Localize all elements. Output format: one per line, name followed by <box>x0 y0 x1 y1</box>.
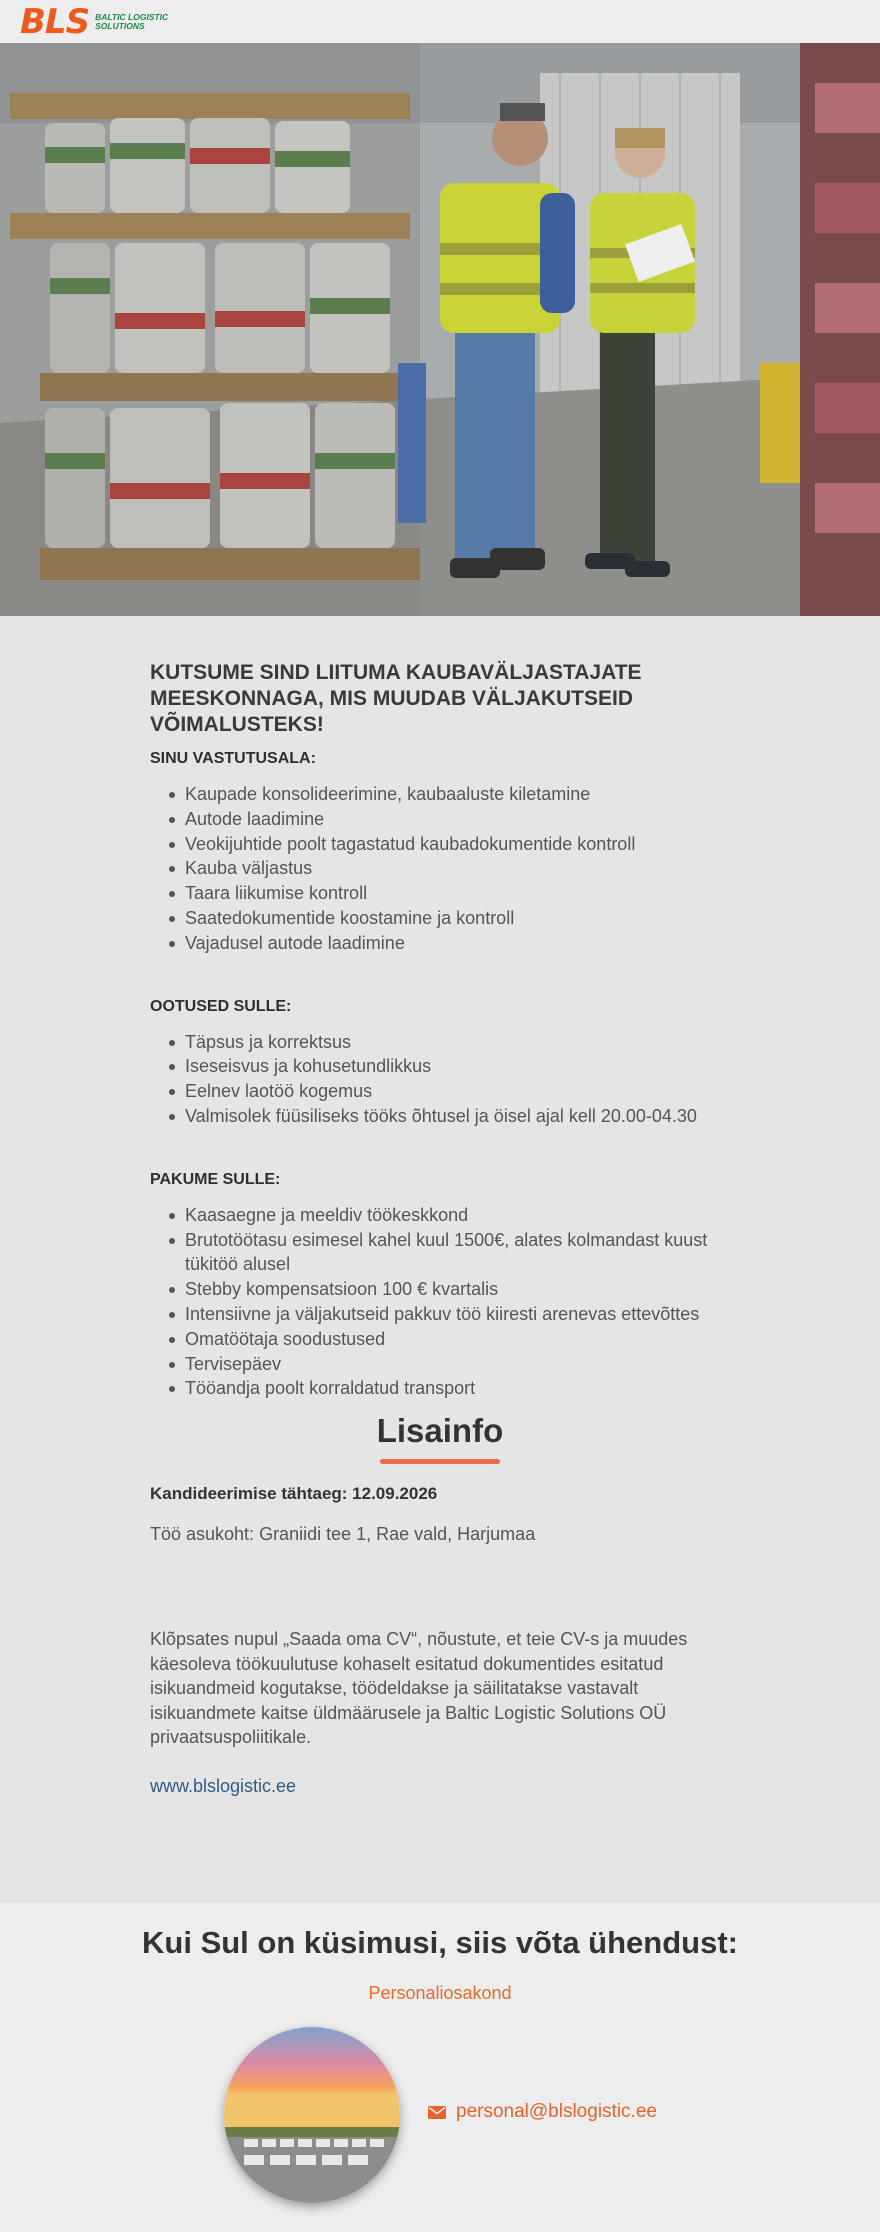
logo[interactable]: BLS <box>20 1 90 42</box>
list-item: Taara liikumise kontroll <box>167 881 730 906</box>
job-headline: KUTSUME SIND LIITUMA KAUBAVÄLJASTAJATE MEESKONNAGA, MIS MUUDAB VÄLJAKUTSEID VÕIMALUSTEKS! <box>150 661 642 736</box>
lisainfo-title: Lisainfo <box>376 1412 504 1450</box>
hero-image <box>0 43 880 616</box>
responsibilities-title: SINU VASTUTUSALA: <box>150 750 316 767</box>
work-location: Töö asukoht: Graniidi tee 1, Rae vald, Harjumaa <box>150 1524 536 1545</box>
contact-title: Kui Sul on küsimusi, siis võta ühendust: <box>142 1925 738 1960</box>
logo-text <box>95 13 168 31</box>
logo-line-1: BALTIC LOGISTIC <box>95 11 169 22</box>
list-item: Iseseisvus ja kohusetundlikkus <box>167 1054 730 1079</box>
title-underline <box>380 1459 500 1464</box>
list-item: Kaupade konsolideerimine, kaubaaluste kiletamine <box>167 782 730 807</box>
list-item: Intensiivne ja väljakutseid pakkuv töö kiiresti arenevas ettevõttes <box>167 1302 730 1327</box>
contact-photo <box>224 2027 400 2203</box>
application-deadline: Kandideerimise tähtaeg: 12.09.2026 <box>150 1484 438 1504</box>
list-item: Autode laadimine <box>167 807 730 832</box>
list-item: Valmisolek füüsiliseks tööks õhtusel ja öisel ajal kell 20.00-04.30 <box>167 1104 730 1129</box>
list-item: Täpsus ja korrektsus <box>167 1030 730 1055</box>
expectations-title: OOTUSED SULLE: <box>150 997 292 1015</box>
contact-email-text: personal@blslogistic.ee <box>456 2101 657 2122</box>
contact-section <box>0 1903 880 2232</box>
responsibilities-list <box>167 782 730 956</box>
list-item: Veokijuhtide poolt tagastatud kaubadokumentide kontroll <box>167 832 730 857</box>
lisainfo-section <box>150 1411 730 1464</box>
list-item: Saatedokumentide koostamine ja kontroll <box>167 906 730 931</box>
contact-email-link[interactable] <box>428 2101 657 2123</box>
list-item: Stebby kompensatsioon 100 € kvartalis <box>167 1277 730 1302</box>
privacy-consent-text: Klõpsates nupul „Saada oma CV“, nõustute, et teie CV-s ja muudes käesoleva töökuulutuse kohaselt esitatud dokumentides esitatud isikuandmeid kogutakse, töödeldakse ja säilitatakse vastavalt isikuandmete kaitse üldmäärusele ja Baltic Logistic Solutions OÜ privaatsuspoliitikale. <box>150 1629 688 1748</box>
envelope-icon <box>428 2106 446 2119</box>
site-header <box>0 0 880 43</box>
website-link[interactable]: www.blslogistic.ee <box>150 1775 297 1796</box>
logo-line-2: SOLUTIONS <box>95 20 145 31</box>
list-item: Eelnev laotöö kogemus <box>167 1079 730 1104</box>
list-item: Tervisepäev <box>167 1352 730 1377</box>
job-description <box>150 660 730 1797</box>
list-item: Omatöötaja soodustused <box>167 1327 730 1352</box>
offers-title: PAKUME SULLE: <box>150 1170 281 1188</box>
spacer <box>150 956 730 998</box>
list-item: Vajadusel autode laadimine <box>167 931 730 956</box>
list-item: Kauba väljastus <box>167 856 730 881</box>
list-item: Brutotöötasu esimesel kahel kuul 1500€, alates kolmandast kuust tükitöö alusel <box>167 1228 730 1278</box>
expectations-list <box>167 1030 730 1129</box>
list-item: Tööandja poolt korraldatud transport <box>167 1376 730 1401</box>
spacer <box>150 1129 730 1171</box>
contact-department: Personaliosakond <box>368 1983 512 2003</box>
offers-list <box>167 1203 730 1401</box>
list-item: Kaasaegne ja meeldiv töökeskkond <box>167 1203 730 1228</box>
